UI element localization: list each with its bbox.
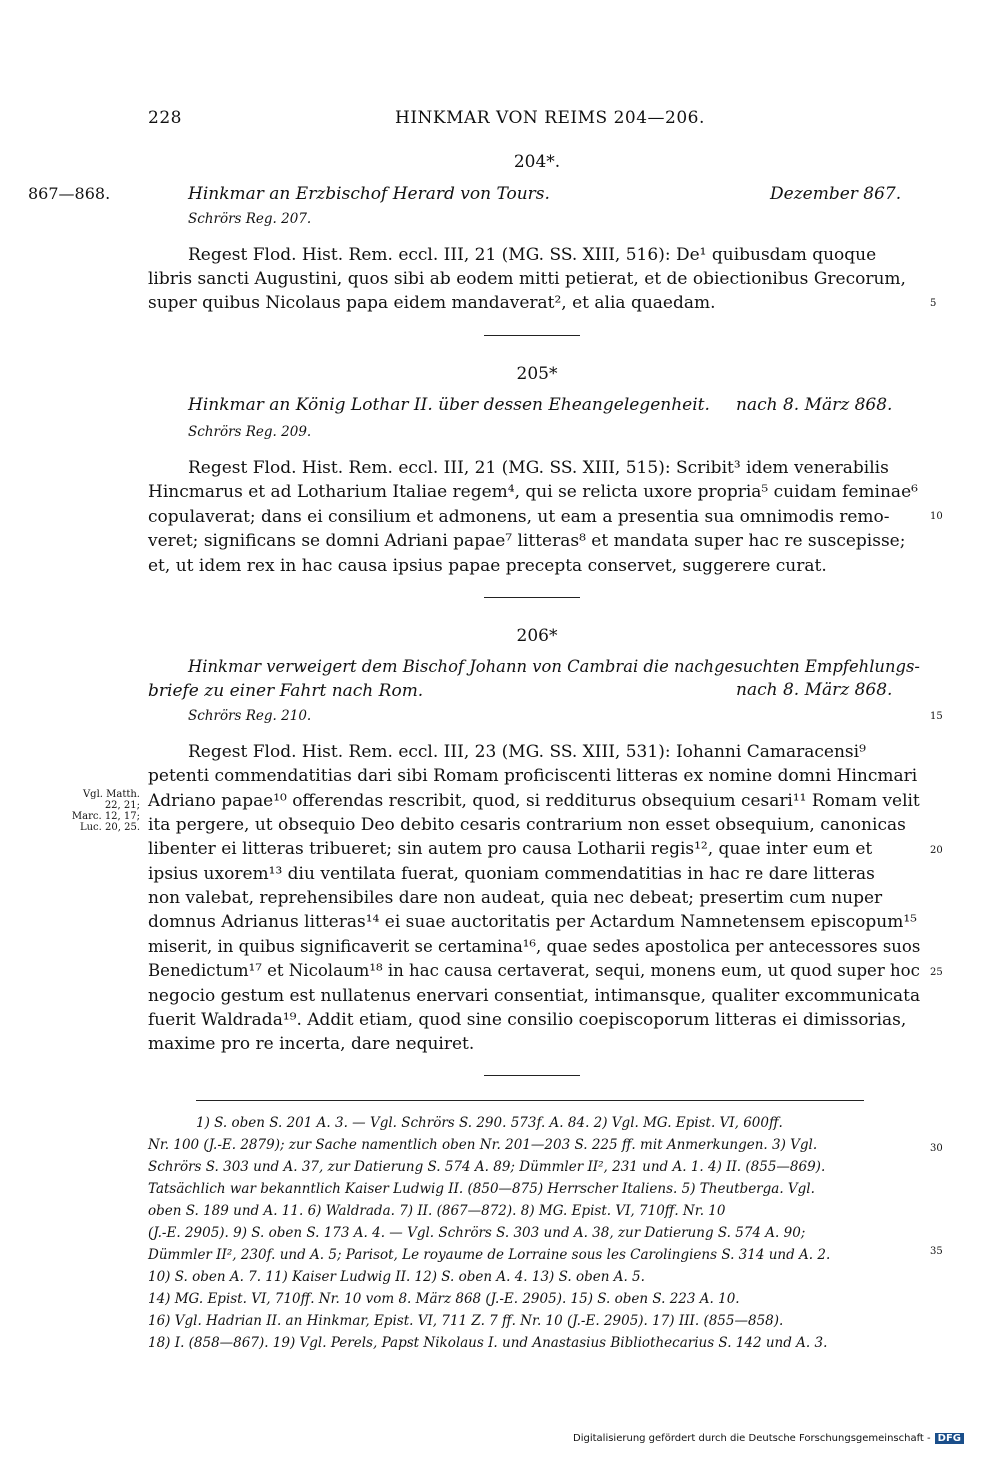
doc-206-ref: Schrörs Reg. 210.	[188, 708, 312, 724]
doc-205-ref: Schrörs Reg. 209.	[188, 424, 312, 440]
doc-206-line: Adriano papae¹⁰ offerendas rescribit, quod, si redditurus obsequium cesari¹¹ Romam velit	[148, 791, 920, 811]
doc-206-line: maxime pro re incerta, dare nequiret.	[148, 1034, 475, 1054]
doc-205-date-right: nach 8. März 868.	[736, 395, 893, 415]
doc-number-204: 204*.	[513, 152, 561, 172]
credit-text: Digitalisierung gefördert durch die Deutsche Forschungsgemeinschaft -	[573, 1433, 931, 1444]
doc-206-line: ipsius uxorem¹³ diu ventilata fuerat, quoniam commendatitias in hac re dare litteras	[148, 864, 875, 884]
line-number: 35	[930, 1246, 943, 1257]
footnote-line: Nr. 100 (J.-E. 2879); zur Sache namentlich oben Nr. 201—203 S. 225 ff. mit Anmerkungen. 3) Vgl.	[148, 1137, 818, 1153]
doc-206-line: Regest Flod. Hist. Rem. eccl. III, 23 (MG. SS. XIII, 531): Iohanni Camaracensi⁹	[188, 742, 866, 762]
doc-206-line: petenti commendatitias dari sibi Romam proficiscenti litteras ex nomine domni Hincmari	[148, 766, 918, 786]
line-number: 15	[930, 711, 943, 722]
doc-206-line: libenter ei litteras tribueret; sin autem pro causa Lotharii regis¹², quae inter eum et	[148, 839, 873, 859]
footnote-line: 18) I. (858—867). 19) Vgl. Perels, Papst Nikolaus I. und Anastasius Bibliothecarius S. 142 und A. 3.	[148, 1335, 828, 1351]
line-number: 5	[930, 298, 937, 309]
doc-206-line: Benedictum¹⁷ et Nicolaum¹⁸ in hac causa certaverat, sequi, monens eum, ut quod super hoc	[148, 961, 920, 981]
footnote-line: 10) S. oben A. 7. 11) Kaiser Ludwig II. 12) S. oben A. 4. 13) S. oben A. 5.	[148, 1269, 645, 1285]
footnote-line: Dümmler II², 230f. und A. 5; Parisot, Le royaume de Lorraine sous les Carolingiens S. 314 und A. 2.	[148, 1247, 831, 1263]
doc-number-205: 205*	[516, 364, 558, 384]
doc-204-line: libris sancti Augustini, quos sibi ab eodem mitti petierat, et de obiectionibus Grecorum,	[148, 269, 906, 289]
section-divider	[484, 597, 580, 598]
doc-206-line: domnus Adrianus litteras¹⁴ ei suae auctoritatis per Actardum Namnetensem episcopum¹⁵	[148, 912, 917, 932]
doc-205-line: Hincmarus et ad Lotharium Italiae regem⁴, qui se relicta uxore propria⁵ cuidam feminae⁶	[148, 482, 918, 502]
doc-204-date-left: 867—868.	[28, 184, 111, 203]
doc-206-line: negocio gestum est nullatenus enervari consentiat, intimansque, qualiter excommunicata	[148, 986, 921, 1006]
running-head: HINKMAR VON REIMS 204—206.	[395, 108, 705, 128]
footnote-separator	[196, 1100, 864, 1101]
doc-206-line: ita pergere, ut obsequio Deo debito cesaris contrarium non esset obsequium, canonicas	[148, 815, 906, 835]
footnote-line: oben S. 189 und A. 11. 6) Waldrada. 7) II. (867—872). 8) MG. Epist. VI, 710ff. Nr. 10	[148, 1203, 726, 1219]
section-divider	[484, 335, 580, 336]
doc-206-title: Hinkmar verweigert dem Bischof Johann von Cambrai die nachgesuchten Empfehlungs-	[188, 657, 920, 677]
doc-206-line: non valebat, reprehensibiles dare non audeat, quia nec debeat; presertim cum nuper	[148, 888, 883, 908]
doc-206-date-right: nach 8. März 868.	[736, 680, 893, 700]
doc-205-title: Hinkmar an König Lothar II. über dessen Eheangelegenheit.	[188, 395, 710, 415]
line-number: 10	[930, 511, 943, 522]
doc-204-ref: Schrörs Reg. 207.	[188, 211, 312, 227]
digitization-credit	[573, 1433, 964, 1444]
line-number: 25	[930, 967, 943, 978]
line-number: 30	[930, 1143, 943, 1154]
doc-205-line: veret; significans se domni Adriani papae⁷ litteras⁸ et mandata super hac re suscepisse;	[148, 531, 906, 551]
doc-206-title: briefe zu einer Fahrt nach Rom.	[148, 681, 424, 701]
footnote-line: Schrörs S. 303 und A. 37, zur Datierung S. 574 A. 89; Dümmler II², 231 und A. 1. 4) II. (855—869).	[148, 1159, 826, 1175]
doc-number-206: 206*	[516, 626, 558, 646]
footnote-line: 14) MG. Epist. VI, 710ff. Nr. 10 vom 8. März 868 (J.-E. 2905). 15) S. oben S. 223 A. 10.	[148, 1291, 740, 1307]
doc-206-line: miserit, in quibus significaverit se certamina¹⁶, quae sedes apostolica per antecessores suos	[148, 937, 921, 957]
doc-204-line: Regest Flod. Hist. Rem. eccl. III, 21 (MG. SS. XIII, 516): De¹ quibusdam quoque	[188, 245, 877, 265]
margin-note: Vgl. Matth. 22, 21; Marc. 12, 17; Luc. 20, 25.	[71, 789, 140, 833]
footnote-line: (J.-E. 2905). 9) S. oben S. 173 A. 4. — Vgl. Schrörs S. 303 und A. 38, zur Datierung S. 574 A. 90;	[148, 1225, 806, 1241]
dfg-logo: DFG	[935, 1433, 964, 1444]
doc-206-line: fuerit Waldrada¹⁹. Addit etiam, quod sine consilio coepiscoporum litteras ei dimissorias,	[148, 1010, 907, 1030]
doc-205-line: copulaverat; dans ei consilium et admonens, ut eam a presentia sua omnimodis remo-	[148, 507, 890, 527]
footnote-line: Tatsächlich war bekanntlich Kaiser Ludwig II. (850—875) Herrscher Italiens. 5) Theutberga. Vgl.	[148, 1181, 815, 1197]
doc-204-title: Hinkmar an Erzbischof Herard von Tours.	[188, 184, 550, 204]
doc-205-line: Regest Flod. Hist. Rem. eccl. III, 21 (MG. SS. XIII, 515): Scribit³ idem venerabilis	[188, 458, 889, 478]
section-divider	[484, 1075, 580, 1076]
doc-205-line: et, ut idem rex in hac causa ipsius papae precepta conservet, suggerere curat.	[148, 556, 827, 576]
page-number: 228	[148, 108, 182, 128]
doc-204-date-right: Dezember 867.	[770, 184, 902, 204]
footnote-line: 16) Vgl. Hadrian II. an Hinkmar, Epist. VI, 711 Z. 7 ff. Nr. 10 (J.-E. 2905). 17) III. (855—858).	[148, 1313, 784, 1329]
footnote-line: 1) S. oben S. 201 A. 3. — Vgl. Schrörs S. 290. 573f. A. 84. 2) Vgl. MG. Epist. VI, 600ff.	[196, 1115, 783, 1131]
line-number: 20	[930, 845, 943, 856]
doc-204-line: super quibus Nicolaus papa eidem mandaverat², et alia quaedam.	[148, 293, 716, 313]
